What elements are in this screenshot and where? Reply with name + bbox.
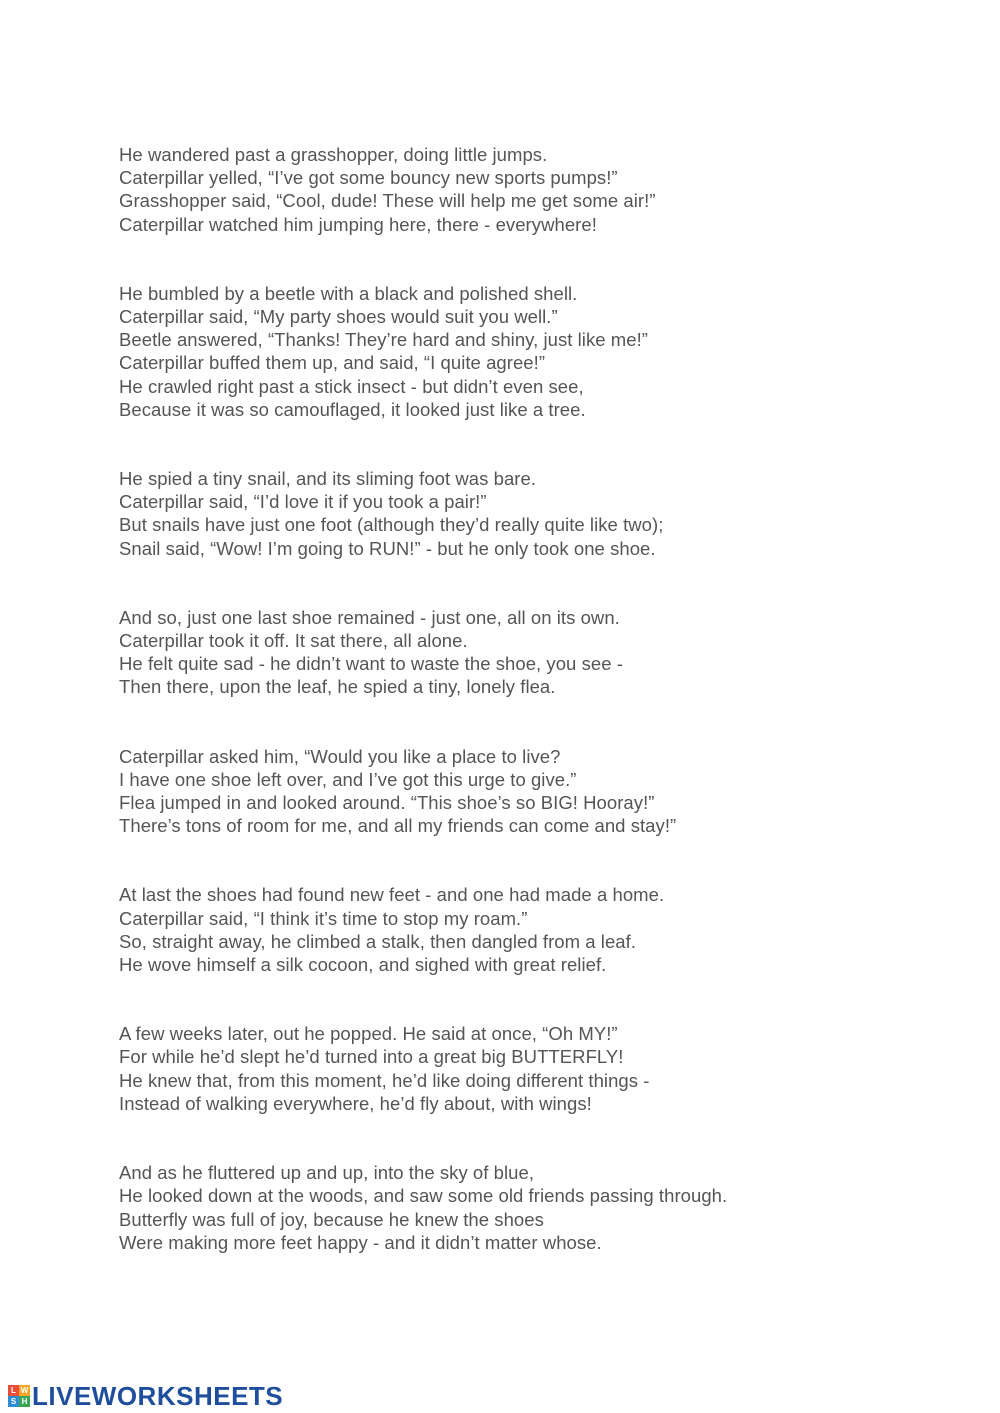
- poem-line: He wandered past a grasshopper, doing little jumps.: [119, 144, 548, 165]
- poem-line: He felt quite sad - he didn’t want to waste the shoe, you see -: [119, 653, 623, 675]
- poem-line: He spied a tiny snail, and its sliming foot was bare.: [119, 468, 537, 490]
- stanza-7: [119, 1022, 939, 1115]
- poem-line: But snails have just one foot (although they’d really quite like two);: [119, 514, 664, 536]
- poem-line: So, straight away, he climbed a stalk, then dangled from a leaf.: [119, 930, 637, 952]
- logo-mark-letter: L: [8, 1385, 19, 1396]
- poem-line: Flea jumped in and looked around. “This shoe’s so BIG! Hooray!”: [119, 792, 655, 814]
- stanza-4: [119, 606, 939, 699]
- poem-line: Caterpillar asked him, “Would you like a place to live?: [119, 745, 561, 767]
- poem-line: Were making more feet happy - and it didn’t matter whose.: [119, 1231, 602, 1253]
- liveworksheets-logo: [8, 1381, 283, 1411]
- logo-mark-letter: S: [8, 1396, 19, 1407]
- logo-mark-letter: H: [19, 1396, 30, 1407]
- poem-line: A few weeks later, out he popped. He said at once, “Oh MY!”: [119, 1023, 618, 1045]
- poem-line: He looked down at the woods, and saw some old friends passing through.: [119, 1185, 728, 1207]
- poem-line: Caterpillar buffed them up, and said, “I quite agree!”: [119, 352, 546, 374]
- poem-line: There’s tons of room for me, and all my friends can come and stay!”: [119, 815, 677, 837]
- stanza-5: [119, 745, 939, 838]
- poem-line: He crawled right past a stick insect - but didn’t even see,: [119, 375, 584, 397]
- stanza-1: [119, 143, 939, 236]
- poem-line: Instead of walking everywhere, he’d fly about, with wings!: [119, 1092, 592, 1114]
- poem-line: Caterpillar said, “I’d love it if you took a pair!”: [119, 491, 487, 513]
- poem-line: Caterpillar took it off. It sat there, all alone.: [119, 630, 468, 652]
- poem-line: Because it was so camouflaged, it looked just like a tree.: [119, 398, 586, 420]
- poem-line: Butterfly was full of joy, because he knew the shoes: [119, 1208, 544, 1230]
- poem-line: Snail said, “Wow! I’m going to RUN!” - but he only took one shoe.: [119, 537, 656, 559]
- stanza-2: [119, 282, 939, 421]
- poem-line: And so, just one last shoe remained - just one, all on its own.: [119, 606, 620, 628]
- poem-line: Caterpillar said, “My party shoes would suit you well.”: [119, 306, 558, 328]
- poem-line: Beetle answered, “Thanks! They’re hard and shiny, just like me!”: [119, 329, 648, 351]
- poem-line: Grasshopper said, “Cool, dude! These will help me get some air!”: [119, 190, 656, 212]
- stanza-8: [119, 1161, 939, 1254]
- liveworksheets-logo-icon: [8, 1385, 30, 1407]
- stanza-3: [119, 467, 939, 560]
- poem-body: [119, 143, 939, 1254]
- logo-text: LIVEWORKSHEETS: [32, 1380, 284, 1411]
- poem-line: I have one shoe left over, and I’ve got this urge to give.”: [119, 768, 577, 790]
- poem-line: Caterpillar said, “I think it’s time to stop my roam.”: [119, 907, 528, 929]
- logo-mark-letter: W: [20, 1386, 29, 1395]
- poem-line: At last the shoes had found new feet - and one had made a home.: [119, 884, 665, 906]
- poem-line: He knew that, from this moment, he’d like doing different things -: [119, 1069, 650, 1091]
- poem-line: And as he fluttered up and up, into the sky of blue,: [119, 1162, 535, 1184]
- poem-line: Caterpillar watched him jumping here, there - everywhere!: [119, 213, 597, 235]
- poem-line: He wove himself a silk cocoon, and sighed with great relief.: [119, 954, 607, 976]
- poem-line: He bumbled by a beetle with a black and polished shell.: [119, 282, 578, 304]
- poem-line: For while he’d slept he’d turned into a great big BUTTERFLY!: [119, 1046, 624, 1068]
- stanza-6: [119, 883, 939, 976]
- poem-line: Then there, upon the leaf, he spied a tiny, lonely flea.: [119, 676, 556, 698]
- poem-line: Caterpillar yelled, “I’ve got some bouncy new sports pumps!”: [119, 167, 618, 189]
